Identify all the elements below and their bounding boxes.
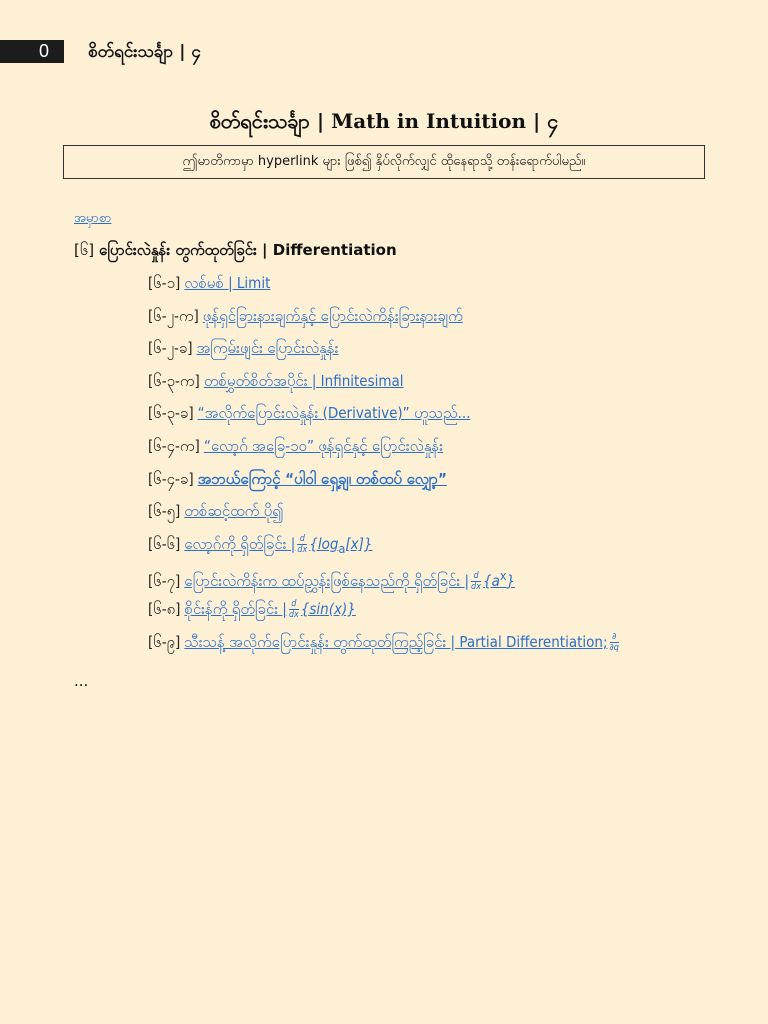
entry-link[interactable] [184, 600, 355, 618]
entry-number: [၆-၄-က] [148, 436, 200, 455]
toc-entry[interactable] [148, 333, 758, 366]
running-title: စိတ်ရင်းသင်္ချာ | ၄ [88, 42, 201, 62]
toc-entry[interactable] [148, 529, 758, 562]
entry-number: [၆-၃-ခ] [148, 404, 194, 423]
entry-link-text: လော့ဂ်ကို ရှိတ်ခြင်း | [184, 534, 296, 553]
entry-link[interactable] [184, 568, 516, 593]
math-expression-end: } [506, 572, 516, 591]
toc-entry[interactable] [148, 268, 758, 301]
math-expression-end: [x]} [345, 534, 373, 553]
entry-link-text: သီးသန့် အလိုက်ပြောင်းနှုန်း တွက်ထုတ်ကြည့်ခြင်း | Partial Differentiation; [184, 632, 608, 651]
entry-link[interactable] [184, 633, 621, 651]
page-number: 0 [0, 40, 64, 63]
entry-link[interactable]: လစ်မစ် | Limit [184, 274, 271, 292]
fraction-denominator: dx [288, 609, 299, 620]
toc-entry[interactable] [148, 366, 758, 399]
toc-entry[interactable] [148, 561, 758, 594]
math-superscript: x [499, 568, 507, 584]
entry-number: [၆-၈] [148, 599, 181, 618]
entry-link[interactable]: အဘယ်ကြောင့် “ပါဝါ ရှေ့ချ၊ တစ်ထပ် လျှော့” [197, 469, 447, 488]
derivative-fraction [471, 571, 481, 592]
entry-link[interactable]: တစ်မွှတ်စိတ်အပိုင်း | Infinitesimal [203, 371, 404, 390]
toc-entry[interactable] [148, 398, 758, 431]
math-expression: {log [309, 534, 339, 553]
toc-entry-list [148, 268, 758, 659]
fraction-numerator: d [289, 599, 299, 610]
entry-link[interactable]: အကြမ်းဖျင်း ပြောင်းလဲနှုန်း [196, 339, 339, 358]
entry-number: [၆-၂-က] [148, 306, 199, 325]
fraction-denominator: ∂q [609, 642, 619, 653]
entry-number: [၆-၆] [148, 534, 181, 553]
entry-link[interactable]: ဖုန်ရှင်ခြားနားချက်နှင့် ပြောင်းလဲကိန်းခြားနားချက် [202, 306, 463, 325]
toc-entry[interactable] [148, 464, 758, 497]
continuation-ellipsis: ... [74, 672, 89, 690]
math-subscript: a [338, 540, 346, 556]
toc-entry[interactable] [148, 496, 758, 529]
hyperlink-notice: ဤမာတိကာမှာ hyperlink များ ဖြစ်၍ နှိပ်လိုက်လျှင် ထိုနေရာသို့ တန်းရောက်ပါမည်။ [63, 145, 705, 179]
document-title: စိတ်ရင်းသင်္ချာ | Math in Intuition | ၄ [209, 109, 559, 133]
entry-number: [၆-၅] [148, 502, 181, 521]
derivative-fraction [289, 599, 299, 620]
chapter-heading [74, 238, 397, 262]
chapter-title: ပြောင်းလဲနှုန်း တွက်ထုတ်ခြင်း | Differentiation [98, 241, 397, 259]
partial-derivative-fraction [610, 632, 619, 653]
fraction-denominator: dx [471, 582, 481, 593]
entry-link-text: စိုင်းန်ကို ရှိတ်ခြင်း | [184, 599, 287, 618]
entry-link[interactable]: တစ်ဆင့်ထက် ပို၍ [184, 502, 284, 521]
toc-entry[interactable] [148, 627, 758, 660]
entry-number: [၆-၂-ခ] [148, 339, 193, 358]
entry-link[interactable]: “အလိုက်ပြောင်းလဲနှုန်း (Derivative)” ဟူသည်... [197, 404, 471, 423]
math-expression: {sin(x)} [300, 599, 356, 618]
entry-number: [၆-၉] [148, 632, 181, 651]
fraction-numerator: d [297, 534, 307, 545]
fraction-denominator: dx [297, 544, 308, 555]
entry-number: [၆-၃-က] [148, 371, 200, 390]
toc-entry[interactable] [148, 301, 758, 334]
entry-number: [၆-၁] [148, 274, 181, 292]
entry-number: [၆-၄-ခ] [148, 469, 194, 488]
entry-link[interactable] [184, 533, 373, 556]
fraction-numerator: ∂ [610, 632, 619, 643]
derivative-fraction [297, 534, 307, 555]
entry-number: [၆-၇] [148, 572, 181, 591]
entry-link-text: ပြောင်းလဲကိန်းက ထပ်ညွှန်းဖြစ်နေသည်ကို ရှိတ်ခြင်း | [184, 572, 470, 591]
toc-entry[interactable] [148, 431, 758, 464]
math-expression: {a [482, 572, 500, 591]
chapter-number: [၆] [74, 241, 95, 259]
fraction-numerator: d [471, 571, 481, 582]
toc-entry[interactable] [148, 594, 758, 627]
preface-link[interactable]: အမှာစာ [74, 211, 112, 226]
entry-link[interactable]: “လော့ဂ် အခြေ-၁၀” ဖုန်ရှင်နှင့် ပြောင်းလဲနှုန်း [203, 436, 444, 455]
